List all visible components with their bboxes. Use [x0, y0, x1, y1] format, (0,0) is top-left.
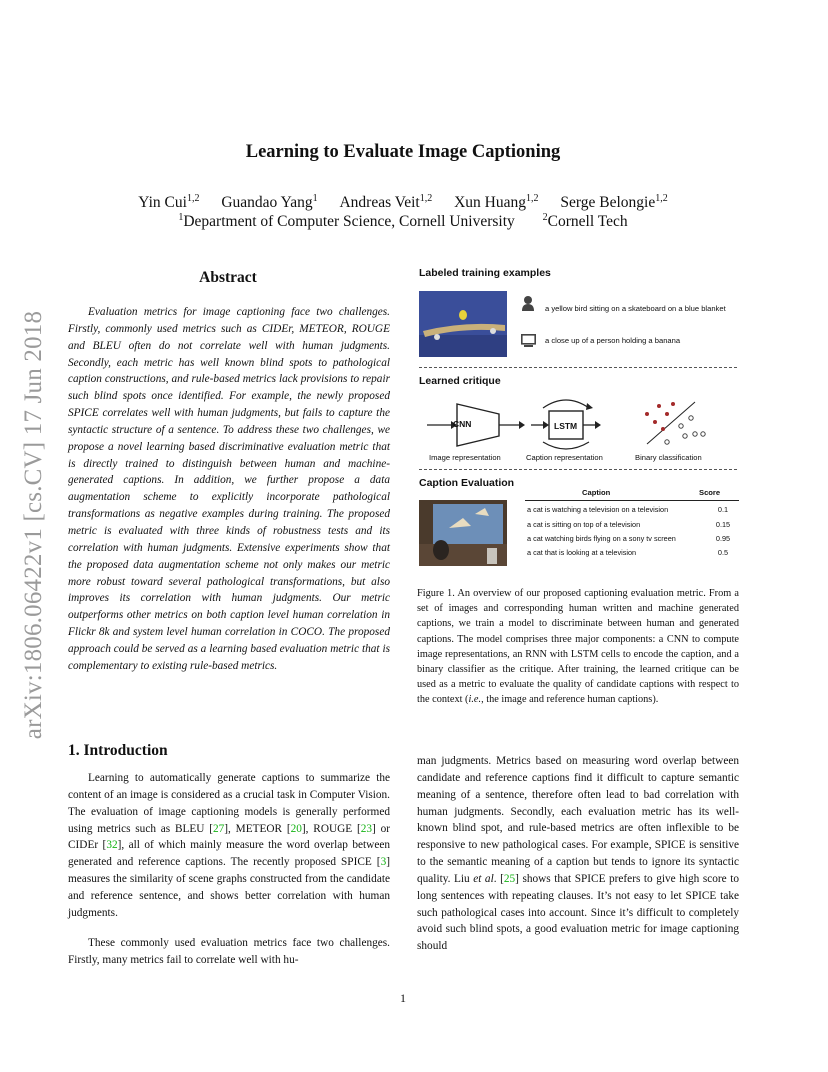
score-column-header: Score: [699, 488, 721, 497]
caption-row: a cat is sitting on top of a television 0.15: [527, 520, 731, 529]
author: Serge Belongie$^{1,2}$: [560, 193, 668, 211]
figure-section-training: Labeled training examples: [419, 267, 551, 279]
human-icon: [521, 295, 535, 316]
arxiv-stamp-text: arXiv:1806.06422v1 [cs.CV] 17 Jun 2018: [20, 310, 47, 740]
machine-caption: a close up of a person holding a banana: [545, 336, 681, 345]
dashed-divider: [419, 469, 737, 470]
affiliation: $^2$Cornell Tech: [542, 212, 628, 230]
citation-link[interactable]: 20: [290, 822, 302, 835]
intro-right-column: man judgments. Metrics based on measuring word overlap between candidate and reference captions find it difficult to capture semantic meaning of a sentence, therefore often lead to bad correlation with human judgments. Secondly, each evaluation metric has its well-known blind spot, and rule-based metrics are often inflexible to be responsive to new pathological cases. For example, SPICE is sensitive to the semantic meaning of a caption but tends to ignore its syntactic quality. Liu et al. [25] shows that SPICE prefers to give high score to long sentences with repeating clauses. It’s not easy to let SPICE take such pathological cases into account. Since it’s difficult to completely avoid such blind spots, a good evaluation metric for image captioning should: [417, 755, 739, 953]
training-photo: [419, 291, 507, 357]
caption-row: a cat that is looking at a television 0.5: [527, 548, 729, 557]
figure-1: [417, 264, 739, 574]
figure-section-critique: Learned critique: [419, 375, 501, 387]
caption-row: a cat watching birds flying on a sony tv screen 0.95: [527, 534, 731, 543]
author: Xun Huang$^{1,2}$: [454, 193, 539, 211]
caption-column-header: Caption: [582, 488, 611, 497]
author: Yin Cui$^{1,2}$: [138, 193, 200, 211]
author: Andreas Veit$^{1,2}$: [339, 193, 433, 211]
figure-caption: Figure 1. An overview of our proposed captioning evaluation metric. From a set of images and corresponding human written and machine generated captions, we train a model to discriminate between human and generated captions. The model comprises three major components: a CNN to compute image representations, an RNN with LSTM cells to encode the caption, and a binary classifier as the critique. After training, the learned critique can be used as a metric to evaluate the quality of candidate captions with respect to the context (i.e., the image and reference human captions).: [417, 588, 739, 706]
affiliation: $^1$Department of Computer Science, Cornell University: [178, 212, 515, 230]
abstract-heading: Abstract: [199, 269, 257, 286]
citation-link[interactable]: 27: [212, 822, 225, 835]
arxiv-stamp: [10, 290, 58, 760]
table-rule: [525, 500, 739, 501]
evaluation-photo: [419, 500, 507, 566]
citation-link[interactable]: 23: [360, 822, 373, 835]
intro-paragraph-2: These commonly used evaluation metrics face two challenges. Firstly, many metrics fail to correlate well with hu-: [68, 937, 390, 966]
computer-icon: [521, 334, 536, 352]
binary-classification-diagram: [639, 396, 709, 448]
lstm-label: LSTM: [554, 421, 578, 431]
citation-link[interactable]: 3: [380, 856, 387, 869]
author-list: [0, 194, 806, 212]
abstract-text: Evaluation metrics for image captioning face two challenges. Firstly, commonly used metrics such as CIDEr, METEOR, ROUGE and BLEU often do not correlate well with human judgments. Secondly, each metric has well known blind spots to pathological caption constructions, and rule-based metrics lack provisions to repair such blind spots once identified. For example, the newly proposed SPICE correlates well with human judgments, but fails to capture the syntactic structure of a sentence. To address these two challenges, we propose a novel learning based discriminative evaluation metric that is directly trained to distinguish between human and machine-generated captions. In addition, we further propose a data augmentation scheme to explicitly incorporate pathological transformations as negative examples during training. The proposed metric is evaluated with three kinds of robustness tests and its correlation with human judgments. Extensive experiments show that the proposed data augmentation scheme not only makes our metric more robust toward several pathological transformations, but also improves its correlation with human judgments. Our metric outperforms other metrics on both caption level human correlation in Flickr 8k and system level human correlation in COCO. The proposed approach could be served as a learning based evaluation metric that is complementary to existing rule-based metrics.: [68, 306, 390, 672]
citation-link[interactable]: 32: [106, 839, 118, 852]
page-number: 1: [400, 991, 406, 1005]
cnn-label: CNN: [453, 419, 472, 429]
affiliations: [0, 213, 806, 231]
paper-title: Learning to Evaluate Image Captioning: [245, 142, 561, 162]
dashed-divider: [419, 367, 737, 368]
image-representation-label: Image representation: [429, 453, 501, 462]
intro-paragraph-1: Learning to automatically generate captions to summarize the content of an image is considered as a crucial task in Computer Vision. The evaluation of image captioning models is generally performed using metrics such as BLEU [27], METEOR [20], ROUGE [23] or CIDEr [32], all of which mainly measure the word overlap between generated and reference captions. The recently proposed SPICE [3] measures the similarity of scene graphs constructed from the candidate and reference sentence, and shows better correlation with human judgments.: [68, 772, 390, 919]
human-caption: a yellow bird sitting on a skateboard on a blue blanket: [545, 304, 726, 313]
figure-section-evaluation: Caption Evaluation: [419, 477, 515, 489]
author: Guandao Yang$^1$: [221, 193, 318, 211]
introduction-heading: 1. Introduction: [68, 742, 168, 759]
caption-row: a cat is watching a television on a television 0.1: [527, 505, 729, 514]
cnn-diagram: [427, 400, 527, 450]
binary-classification-label: Binary classification: [635, 453, 702, 462]
citation-link[interactable]: 25: [503, 872, 516, 885]
caption-representation-label: Caption representation: [526, 453, 603, 462]
